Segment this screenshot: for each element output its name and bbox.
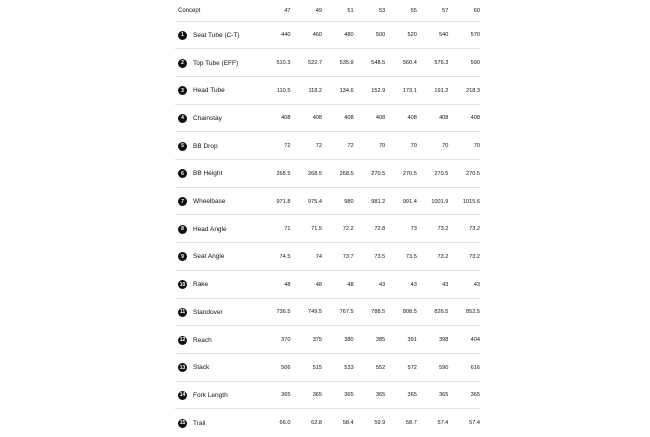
table-cell: 365 bbox=[312, 392, 323, 399]
table-cell: 370 bbox=[281, 337, 291, 344]
table-row bbox=[175, 214, 480, 243]
table-cell: 270.5 bbox=[402, 170, 417, 177]
table-row bbox=[175, 381, 480, 410]
row-cells bbox=[259, 254, 480, 260]
table-cell: 749.5 bbox=[308, 309, 323, 316]
row-number-badge: 13 bbox=[179, 364, 186, 371]
table-cell: 58.4 bbox=[342, 420, 354, 427]
table-cell: 971.8 bbox=[276, 198, 291, 205]
table-cell: 72.8 bbox=[374, 226, 386, 233]
row-number-badge: 12 bbox=[179, 337, 186, 344]
table-cell: 73.2 bbox=[437, 226, 449, 233]
row-cells bbox=[259, 337, 480, 343]
table-cell: 70 bbox=[410, 143, 417, 150]
table-cell: 59.9 bbox=[374, 420, 386, 427]
table-cell: 74 bbox=[315, 253, 323, 260]
geometry-table bbox=[175, 0, 480, 433]
table-cell: 991.4 bbox=[402, 198, 417, 205]
table-cell: 408 bbox=[312, 115, 323, 122]
table-row bbox=[175, 21, 480, 50]
row-cells bbox=[259, 226, 480, 232]
table-row bbox=[175, 104, 480, 133]
row-cells bbox=[259, 143, 480, 149]
row-number-badge: 5 bbox=[178, 142, 187, 151]
table-row bbox=[175, 270, 480, 299]
table-cell: 506 bbox=[281, 364, 291, 371]
size-header: 57 bbox=[442, 8, 449, 14]
table-cell: 57.4 bbox=[437, 420, 449, 427]
table-cell: 767.5 bbox=[339, 309, 354, 316]
table-cell: 535.9 bbox=[339, 60, 354, 67]
row-label: BB Height bbox=[193, 170, 223, 178]
table-cell: 408 bbox=[439, 115, 449, 122]
row-number-badge: 3 bbox=[178, 86, 187, 95]
table-cell: 73.2 bbox=[437, 253, 449, 260]
row-label: Stack bbox=[193, 364, 210, 372]
table-cell: 43 bbox=[378, 281, 386, 288]
table-cell: 808.5 bbox=[402, 309, 417, 316]
header-label: Concept bbox=[178, 8, 201, 14]
row-cells bbox=[259, 365, 480, 371]
table-row bbox=[175, 76, 480, 105]
table-cell: 590 bbox=[439, 364, 449, 371]
row-cells bbox=[259, 282, 480, 288]
table-cell: 173.1 bbox=[402, 87, 417, 94]
row-number-badge: 10 bbox=[179, 281, 186, 288]
table-cell: 71.5 bbox=[311, 226, 323, 233]
table-cell: 408 bbox=[407, 115, 417, 122]
table-cell: 560.4 bbox=[402, 60, 417, 67]
table-cell: 616 bbox=[470, 364, 480, 371]
table-cell: 365 bbox=[439, 392, 449, 399]
table-cell: 590 bbox=[470, 60, 480, 67]
table-cell: 73.5 bbox=[405, 253, 417, 260]
table-cell: 110.5 bbox=[276, 87, 291, 94]
row-label: Rake bbox=[193, 281, 209, 289]
row-label: Reach bbox=[193, 336, 212, 344]
table-row bbox=[175, 325, 480, 354]
table-cell: 788.5 bbox=[371, 309, 386, 316]
table-cell: 152.9 bbox=[371, 87, 386, 94]
row-label: Standover bbox=[193, 308, 223, 316]
row-label: BB Drop bbox=[193, 142, 218, 150]
table-cell: 270.5 bbox=[371, 170, 386, 177]
table-cell: 268.5 bbox=[276, 170, 291, 177]
table-cell: 365 bbox=[407, 392, 417, 399]
table-cell: 270.5 bbox=[434, 170, 449, 177]
table-cell: 736.5 bbox=[276, 309, 291, 316]
size-header: 55 bbox=[410, 8, 417, 14]
table-cell: 72 bbox=[284, 143, 291, 150]
table-cell: 48 bbox=[284, 281, 291, 288]
table-cell: 58.7 bbox=[405, 420, 417, 427]
table-cell: 522.7 bbox=[308, 60, 323, 67]
table-row bbox=[175, 187, 480, 216]
table-cell: 380 bbox=[344, 337, 354, 344]
table-cell: 510.3 bbox=[276, 60, 291, 67]
size-header: 49 bbox=[315, 8, 323, 14]
table-row bbox=[175, 353, 480, 382]
row-label: Seat Angle bbox=[193, 253, 225, 261]
table-cell: 62.8 bbox=[311, 420, 323, 427]
row-cells bbox=[259, 32, 480, 38]
table-cell: 74.5 bbox=[279, 253, 291, 260]
table-cell: 73.2 bbox=[469, 253, 480, 260]
table-cell: 43 bbox=[410, 281, 417, 288]
table-cell: 440 bbox=[281, 32, 291, 39]
table-cell: 408 bbox=[470, 115, 480, 122]
table-cell: 391 bbox=[407, 337, 417, 344]
table-cell: 570 bbox=[470, 32, 480, 39]
table-row bbox=[175, 131, 480, 160]
table-cell: 533 bbox=[344, 364, 354, 371]
row-number-badge: 9 bbox=[178, 252, 187, 261]
row-cells bbox=[259, 420, 480, 426]
row-label: Fork Length bbox=[193, 391, 228, 399]
row-number-badge: 4 bbox=[178, 114, 187, 123]
row-cells bbox=[259, 171, 480, 177]
table-cell: 552 bbox=[375, 364, 386, 371]
table-cell: 191.2 bbox=[434, 87, 449, 94]
table-cell: 70 bbox=[473, 143, 480, 150]
table-cell: 48 bbox=[315, 281, 323, 288]
table-cell: 73.7 bbox=[342, 253, 354, 260]
table-cell: 218.3 bbox=[466, 87, 480, 94]
table-row bbox=[175, 298, 480, 327]
table-cell: 57.4 bbox=[469, 420, 480, 427]
table-cell: 500 bbox=[375, 32, 386, 39]
row-label: Seat Tube (C-T) bbox=[193, 31, 240, 39]
table-cell: 385 bbox=[375, 337, 386, 344]
table-cell: 548.5 bbox=[371, 60, 386, 67]
table-cell: 72 bbox=[347, 143, 354, 150]
table-cell: 66.0 bbox=[279, 420, 291, 427]
row-number-badge: 8 bbox=[178, 225, 187, 234]
size-header: 60 bbox=[473, 8, 480, 14]
table-cell: 73.2 bbox=[469, 226, 480, 233]
table-cell: 365 bbox=[375, 392, 386, 399]
size-header: 51 bbox=[347, 8, 354, 14]
table-cell: 515 bbox=[312, 364, 323, 371]
table-cell: 73 bbox=[410, 226, 417, 233]
row-cells bbox=[259, 60, 480, 66]
table-cell: 268.5 bbox=[339, 170, 354, 177]
table-cell: 480 bbox=[344, 32, 354, 39]
table-header-row bbox=[175, 4, 480, 18]
table-cell: 1015.6 bbox=[462, 198, 480, 205]
table-cell: 520 bbox=[407, 32, 417, 39]
table-cell: 398 bbox=[439, 337, 449, 344]
row-number-badge: 11 bbox=[179, 309, 186, 316]
row-number-badge: 2 bbox=[178, 59, 187, 68]
table-cell: 980 bbox=[344, 198, 354, 205]
table-cell: 73.5 bbox=[374, 253, 386, 260]
table-cell: 375 bbox=[312, 337, 323, 344]
row-number-badge: 1 bbox=[178, 31, 187, 40]
table-cell: 408 bbox=[344, 115, 354, 122]
table-cell: 572 bbox=[407, 364, 417, 371]
size-header: 47 bbox=[284, 8, 291, 14]
table-cell: 43 bbox=[442, 281, 449, 288]
row-cells bbox=[259, 309, 480, 315]
row-label: Top Tube (EFF) bbox=[193, 59, 239, 67]
table-cell: 70 bbox=[378, 143, 386, 150]
row-number-badge: 6 bbox=[178, 169, 187, 178]
row-label: Trail bbox=[193, 419, 206, 427]
row-cells bbox=[259, 88, 480, 94]
table-cell: 576.3 bbox=[434, 60, 449, 67]
table-cell: 365 bbox=[281, 392, 291, 399]
table-cell: 975.4 bbox=[308, 198, 323, 205]
table-cell: 826.5 bbox=[434, 309, 449, 316]
row-label: Head Tube bbox=[193, 87, 225, 95]
row-number-badge: 14 bbox=[179, 392, 186, 399]
table-row bbox=[175, 242, 480, 271]
table-cell: 408 bbox=[375, 115, 386, 122]
table-cell: 365 bbox=[344, 392, 354, 399]
table-cell: 981.2 bbox=[371, 198, 386, 205]
table-row bbox=[175, 159, 480, 188]
table-cell: 408 bbox=[281, 115, 291, 122]
row-label: Chainstay bbox=[193, 114, 222, 122]
table-cell: 268.5 bbox=[308, 170, 323, 177]
table-cell: 118.2 bbox=[308, 87, 323, 94]
size-header: 53 bbox=[378, 8, 386, 14]
table-cell: 72.2 bbox=[342, 226, 354, 233]
table-cell: 365 bbox=[470, 392, 480, 399]
table-cell: 72 bbox=[315, 143, 323, 150]
row-label: Wheelbase bbox=[193, 198, 226, 206]
row-number-badge: 15 bbox=[179, 420, 186, 427]
row-cells bbox=[259, 392, 480, 398]
table-cell: 48 bbox=[347, 281, 354, 288]
row-cells bbox=[259, 199, 480, 205]
table-cell: 404 bbox=[470, 337, 480, 344]
table-cell: 71 bbox=[284, 226, 291, 233]
table-cell: 134.6 bbox=[339, 87, 354, 94]
row-label: Head Angle bbox=[193, 225, 227, 233]
row-number-badge: 7 bbox=[178, 197, 187, 206]
table-cell: 270.5 bbox=[466, 170, 480, 177]
table-cell: 1001.9 bbox=[431, 198, 449, 205]
table-cell: 852.5 bbox=[466, 309, 480, 316]
table-row bbox=[175, 48, 480, 77]
table-cell: 540 bbox=[439, 32, 449, 39]
table-cell: 460 bbox=[312, 32, 323, 39]
table-cell: 43 bbox=[473, 281, 480, 288]
size-header-cells bbox=[259, 8, 480, 14]
table-cell: 70 bbox=[442, 143, 449, 150]
row-cells bbox=[259, 115, 480, 121]
